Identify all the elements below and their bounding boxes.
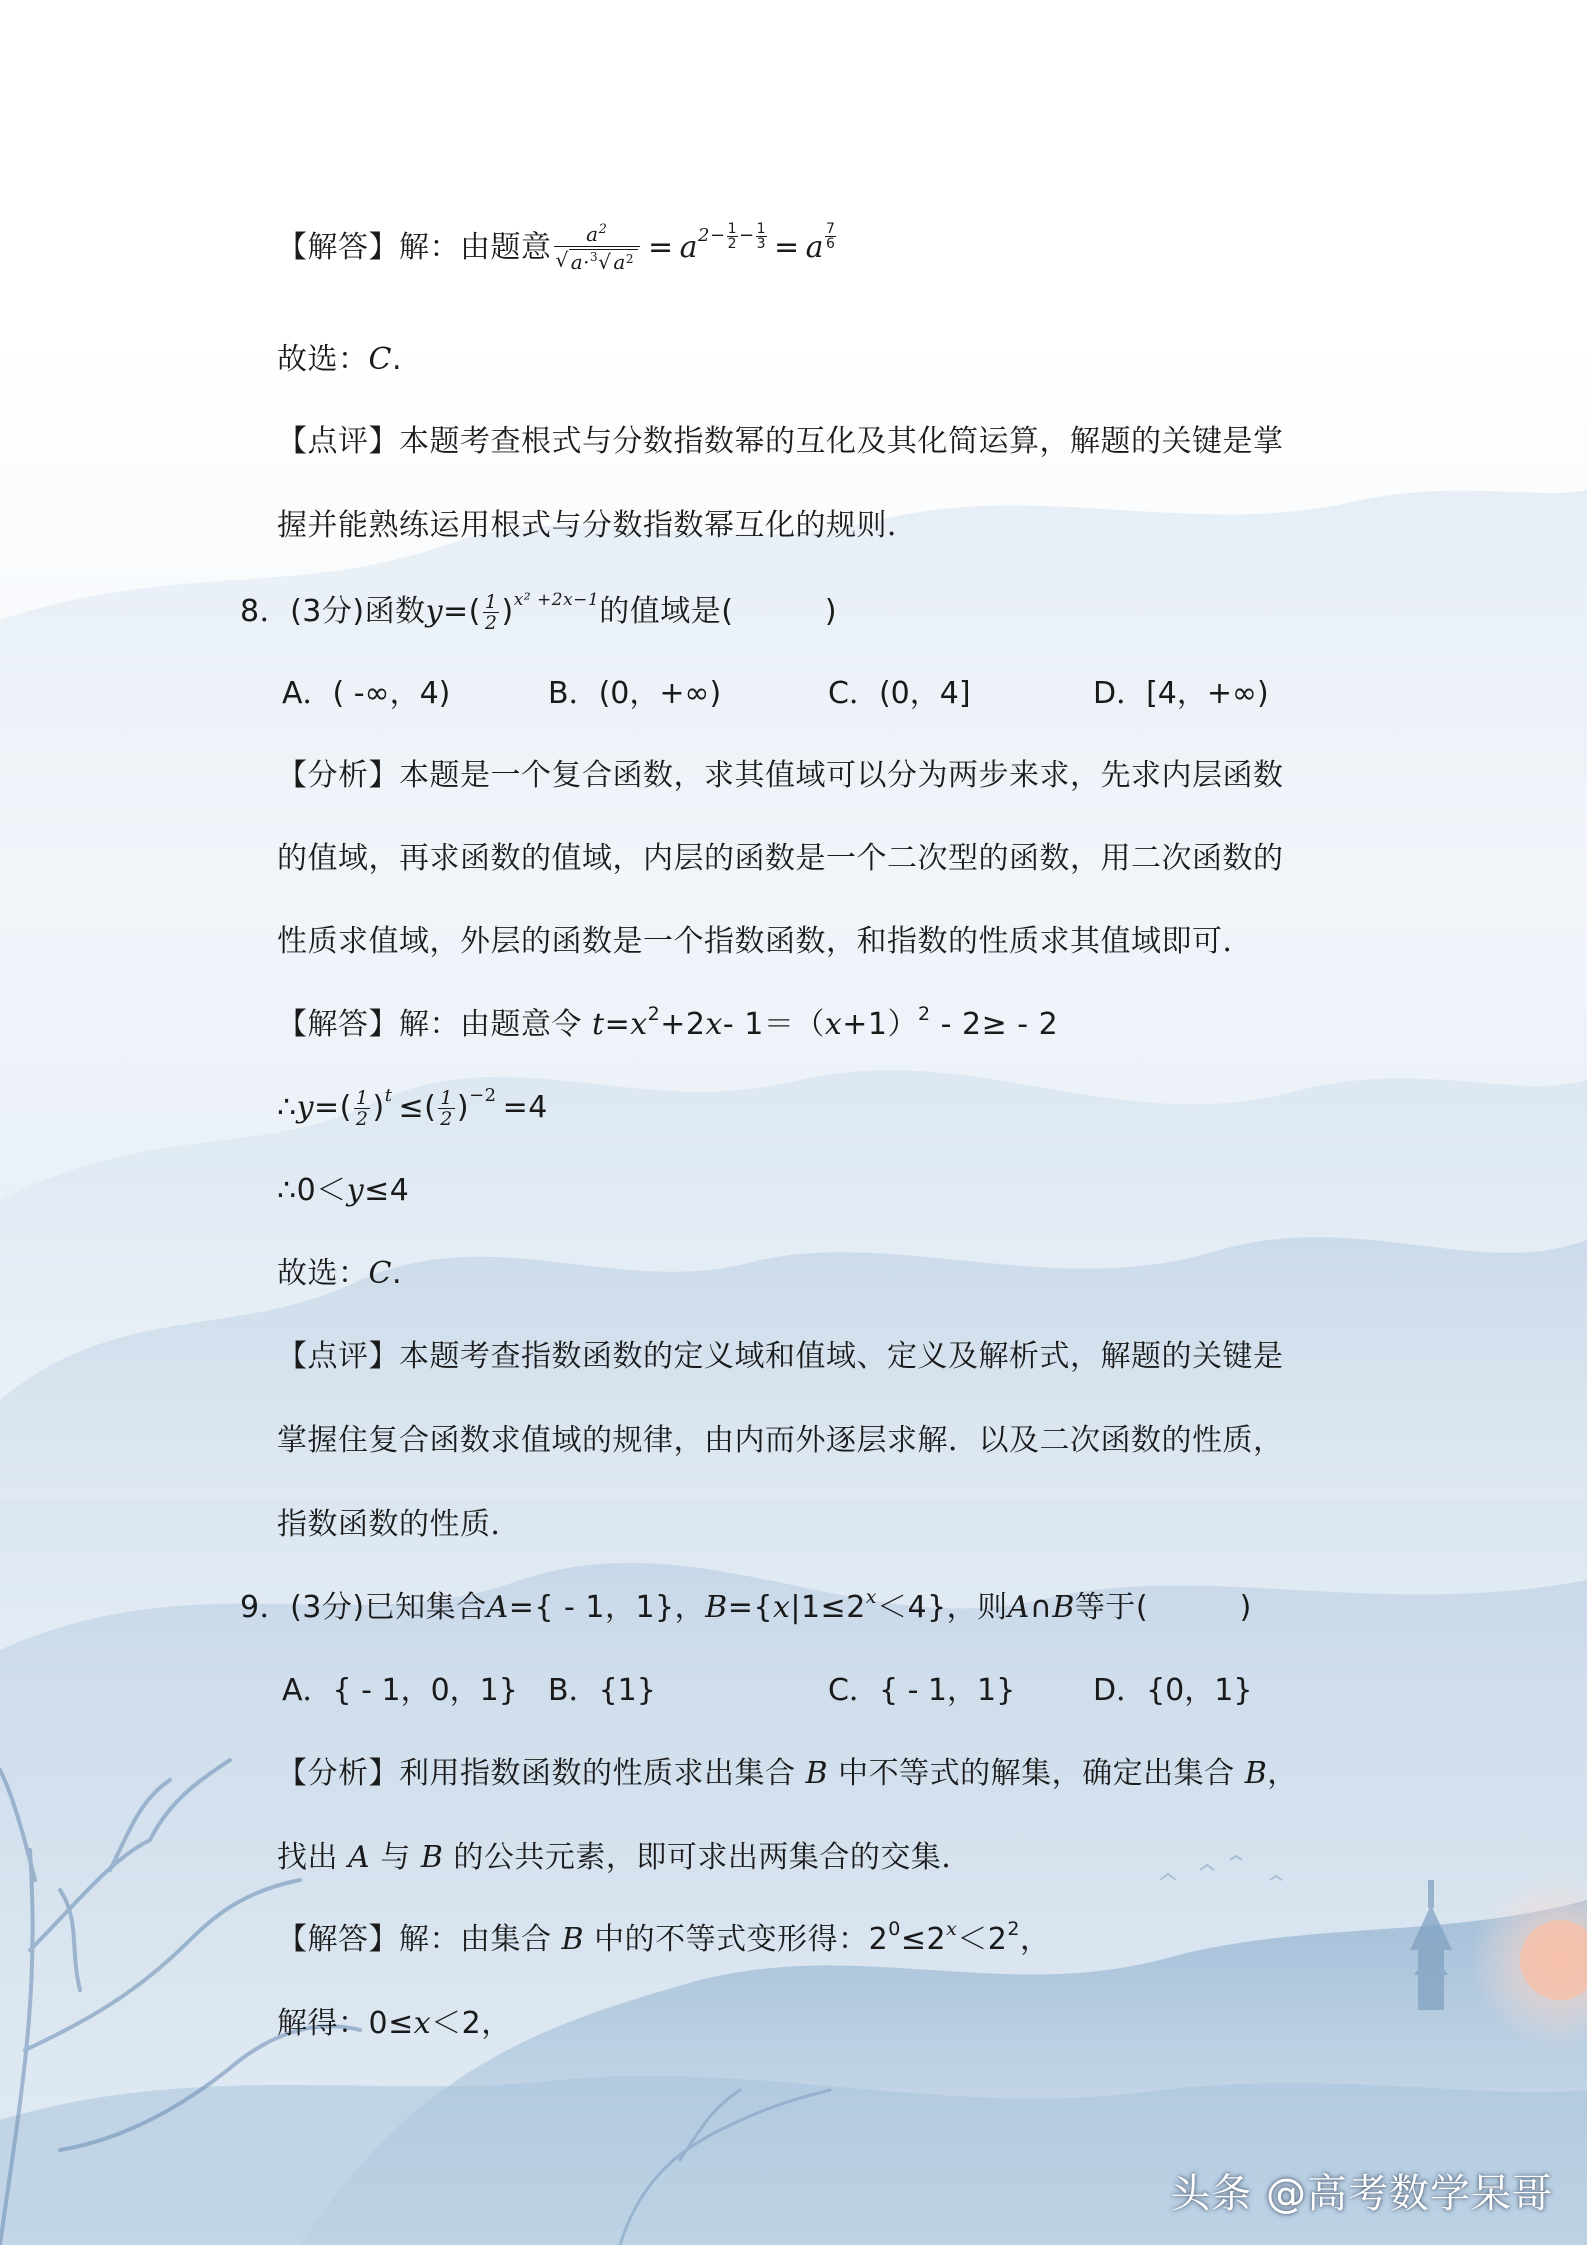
q8-choice: 故选：C. <box>277 1256 403 1291</box>
q8-analysis-line-1: 【分析】本题是一个复合函数，求其值域可以分为两步来求，先求内层函数 <box>277 758 1284 793</box>
q7-comment-line-2: 握并能熟练运用根式与分数指数幂互化的规则． <box>277 508 918 543</box>
watermark: 头条 @高考数学呆哥 <box>1170 2171 1553 2217</box>
q9-stem: 9．(3分)已知集合A={ - 1，1}，$B=\{x|1\le 2^x<4\}$，则A∩B等于( ) <box>240 1586 1252 1625</box>
q7-fraction: $\frac{a^2}{√ a\cdot^3√ a^2}$ <box>554 222 641 275</box>
q8-option-d: D．[4，+∞) <box>1093 676 1269 711</box>
q9-option-d: D．{0，1} <box>1093 1673 1253 1708</box>
q8-comment-line-1: 【点评】本题考查指数函数的定义域和值域、定义及解析式，解题的关键是 <box>277 1339 1284 1374</box>
q9-option-a: A．{ - 1，0，1} <box>282 1673 518 1708</box>
answer-label: 【解答】解：由题意 <box>277 230 552 265</box>
q7-choice: 故选：C. <box>277 342 403 377</box>
q8-analysis-line-2: 的值域，再求函数的值域，内层的函数是一个二次型的函数，用二次函数的 <box>277 841 1284 876</box>
q8-answer-line-2: ∴y=( $\frac{1}{2}$ )$^t$ ≤( $\frac{1}{2}$ )$^{-2}$ =4 <box>277 1085 548 1130</box>
q8-comment-line-2: 掌握住复合函数求值域的规律，由内而外逐层求解．以及二次函数的性质， <box>277 1423 1284 1458</box>
q9-answer-line-1: 【解答】解：由集合 B 中的不等式变形得：$2^0\le 2^x<2^2$， <box>277 1918 1051 1957</box>
q8-answer-line-1: 【解答】解：由题意令 $t=x^2+2x-$ $1=(x+1)^2 - 2\ge - 2$ <box>277 1003 1059 1042</box>
q8-option-b: B．(0，+∞) <box>548 676 722 711</box>
q8-option-a: A．( -∞，4) <box>282 676 451 711</box>
q8-answer-line-3: ∴0＜y≤4 <box>277 1173 410 1208</box>
q9-analysis-line-1: 【分析】利用指数函数的性质求出集合 B 中不等式的解集，确定出集合 B， <box>277 1756 1298 1791</box>
q8-analysis-line-3: 性质求值域，外层的函数是一个指数函数，和指数的性质求其值域即可． <box>277 924 1253 959</box>
q8-option-c: C．(0，4] <box>828 676 971 711</box>
q9-option-b: B．{1} <box>548 1673 656 1708</box>
q9-analysis-line-2: 找出 A 与 B 的公共元素，即可求出两集合的交集． <box>277 1840 972 1875</box>
q7-comment-line-1: 【点评】本题考查根式与分数指数幂的互化及其化简运算，解题的关键是掌 <box>277 424 1284 459</box>
q8-comment-line-3: 指数函数的性质． <box>277 1507 521 1542</box>
q9-solution-line: 解得：0≤x＜2， <box>277 2006 512 2041</box>
q9-option-c: C．{ - 1，1} <box>828 1673 1016 1708</box>
q7-answer-line: 【解答】解：由题意 $\frac{a^2}{√ a\cdot^3√ a^2}$ = $a^{2- \frac{1}{2} - \frac{1}{3}}$ = a $^{\frac{7}{6}}$ <box>277 220 836 274</box>
q8-stem: 8．(3分)函数y=( $\frac{1}{2}$ )$^{x^2 +2x-1}$的值域是( ) <box>240 590 838 634</box>
